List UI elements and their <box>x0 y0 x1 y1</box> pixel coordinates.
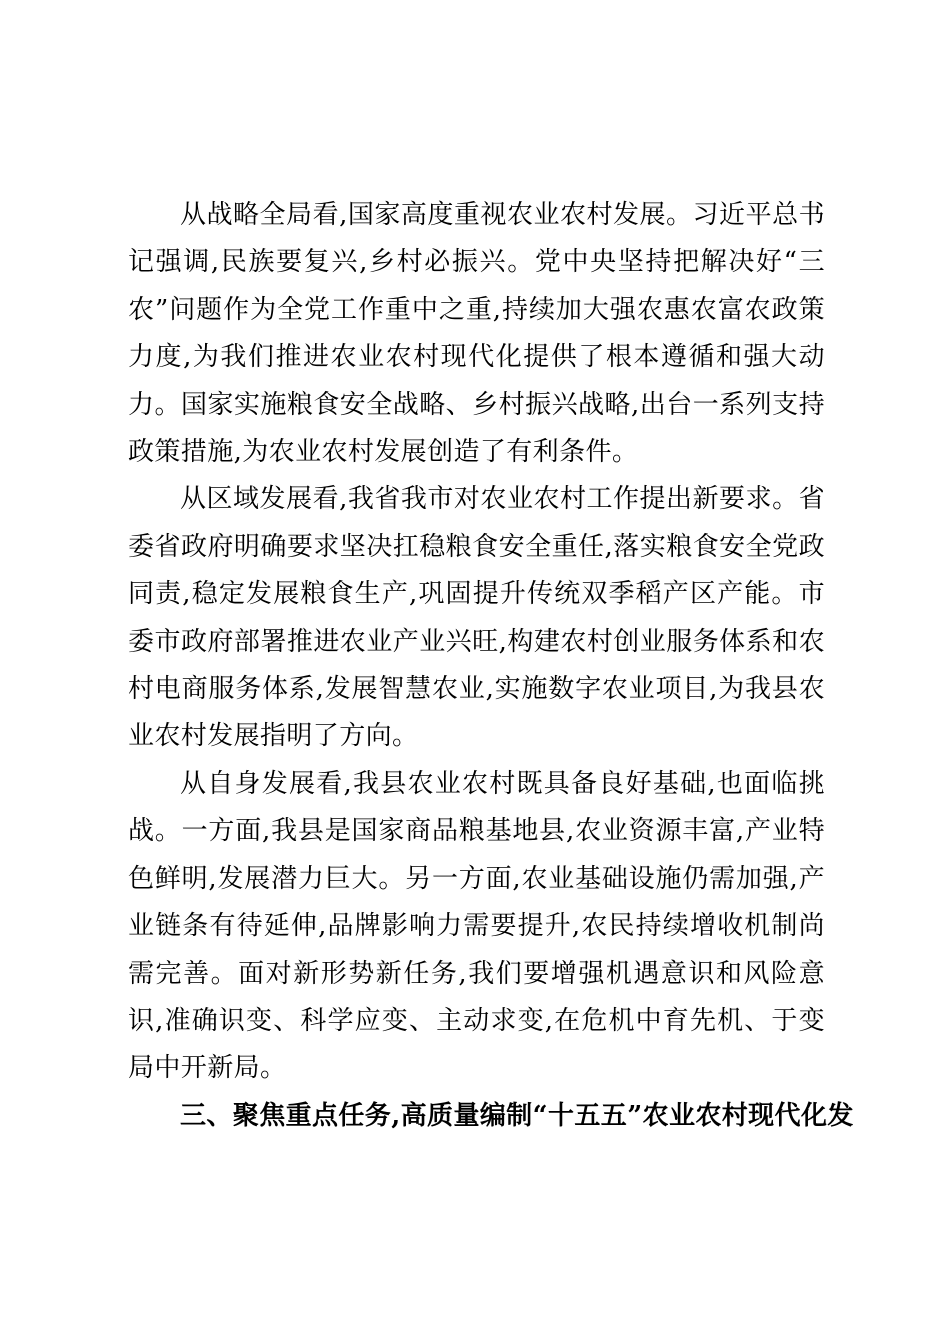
section-heading: 三、聚焦重点任务,高质量编制“十五五”农业农村现代化发 <box>180 1100 854 1131</box>
paragraph-strategic-overview: 从战略全局看,国家高度重视农业农村发展。习近平总书记强调,民族要复兴,乡村必振兴。党中央坚持把解决好“三农”问题作为全党工作重中之重,持续加大强农惠农富农政策力度,为我们推进农业农村现代化提供了根本遵循和强大动力。国家实施粮食安全战略、乡村振兴战略,出台一系列支持政策措施,为农业农村发展创造了有利条件。 <box>128 200 825 468</box>
paragraph-self-development: 从自身发展看,我县农业农村既具备良好基础,也面临挑战。一方面,我县是国家商品粮基地县,农业资源丰富,产业特色鲜明,发展潜力巨大。另一方面,农业基础设施仍需加强,产业链条有待延伸,品牌影响力需要提升,农民持续增收机制尚需完善。面对新形势新任务,我们要增强机遇意识和风险意识,准确识变、科学应变、主动求变,在危机中育先机、于变局中开新局。 <box>128 768 825 1084</box>
document-body <box>128 192 854 1140</box>
paragraph-regional-development: 从区域发展看,我省我市对农业农村工作提出新要求。省委省政府明确要求坚决扛稳粮食安全重任,落实粮食安全党政同责,稳定发展粮食生产,巩固提升传统双季稻产区产能。市委市政府部署推进农业产业兴旺,构建农村创业服务体系和农村电商服务体系,发展智慧农业,实施数字农业项目,为我县农业农村发展指明了方向。 <box>128 484 825 752</box>
